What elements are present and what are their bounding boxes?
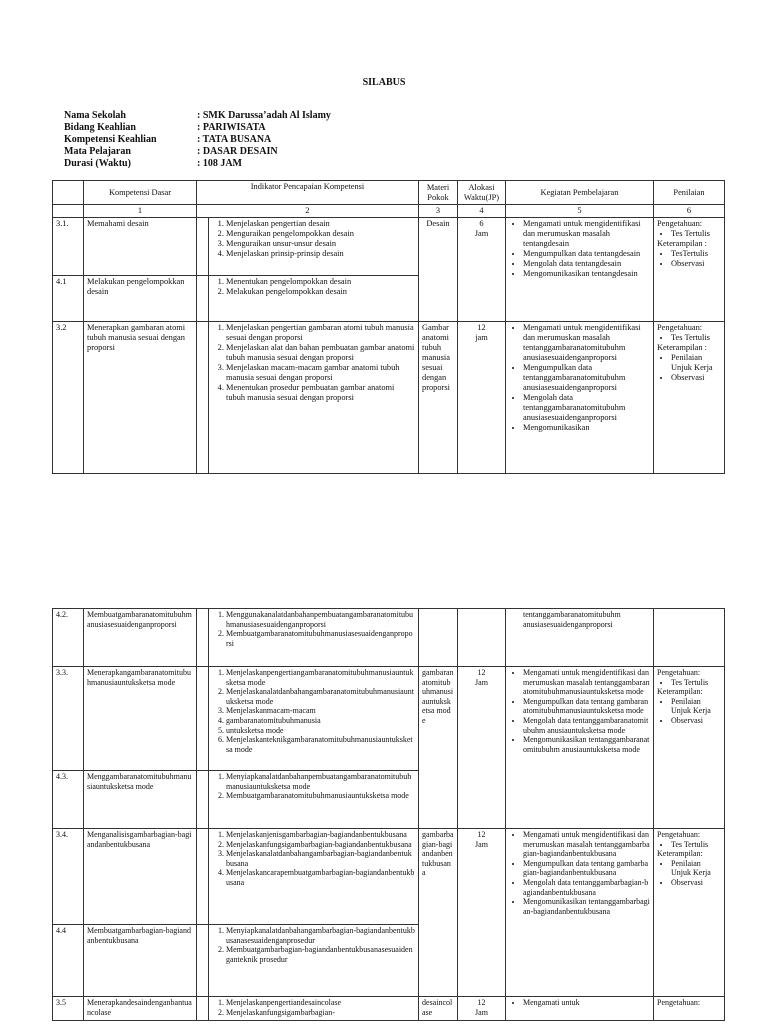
list-item: 3. Menguraikan unsur-unsur desain	[226, 239, 415, 249]
list-item: 1. Menjelaskanpengertiangambaranatomitubuhmanusiauntuksketsa mode	[226, 668, 415, 687]
list-item: • Mengumpulkan data tentang gambarbagian-bagiandanbentukbusana	[523, 859, 650, 878]
meta-label: Durasi (Waktu)	[64, 158, 131, 169]
kd-number: 4.3.	[53, 771, 84, 829]
kd-number: 3.1.	[53, 218, 84, 276]
materi-pokok: gambaranatomitubuhmanusiauntuksketsa mode	[419, 667, 458, 829]
spacer-cell	[197, 322, 209, 474]
list-item: • TesTertulis	[671, 249, 721, 259]
table-row	[53, 667, 725, 771]
kegiatan-list	[506, 667, 654, 829]
spacer-cell	[197, 218, 209, 276]
spacer-cell	[197, 771, 209, 829]
list-item: • Mengamati untuk mengidentifikasi dan merumuskan masalah tentanggambaranatomitubuhm anusiasesuaidenganproporsi	[523, 323, 650, 363]
kd-number: 4.1	[53, 276, 84, 322]
penilaian-label: Pengetahuan:	[657, 998, 701, 1007]
list-item: • Mengumpulkan data tentang gambaranatomitubuhmanusiauntuksketsa mode	[523, 697, 650, 716]
spacer-cell	[197, 997, 209, 1021]
indikator-list	[209, 322, 419, 474]
list-item: 4. Menentukan prosedur pembuatan gambar anatomi tubuh manusia sesuai dengan proporsi	[226, 383, 415, 403]
list-item: • Mengomunikasikan tentanggambaranatomitubuhm anusiauntuksketsa mode	[523, 735, 650, 754]
header-alokasi: Alokasi Waktu(JP)	[458, 181, 506, 205]
list-item: • Mengumpulkan data tentangdesain	[523, 249, 650, 259]
meta-row	[64, 158, 331, 170]
kd-text: Membuatgambaranatomitubuhmanusiasesuaidenganproporsi	[84, 609, 197, 667]
kegiatan-list	[506, 322, 654, 474]
alokasi-waktu: 12 Jam	[458, 829, 506, 997]
kd-number: 3.5	[53, 997, 84, 1021]
kd-text: Menerapkangambaranatomitubuhmanusiauntuksketsa mode	[84, 667, 197, 771]
alokasi-waktu: 12 Jam	[458, 997, 506, 1021]
col-number: 4	[458, 205, 506, 218]
list-item: 2. Menjelaskanfungsigambarbagian-	[226, 1008, 415, 1018]
list-item: 2. Membuatgambaranatomitubuhmanusiauntuksketsa mode	[226, 791, 415, 801]
indikator-list	[209, 997, 419, 1021]
list-item: 4. gambaranatomitubuhmanusia	[226, 716, 415, 726]
kegiatan-list	[506, 829, 654, 997]
meta-value: : 108 JAM	[197, 158, 242, 169]
table-row	[53, 609, 725, 667]
list-item: • Observasi	[671, 716, 721, 726]
table-row	[53, 218, 725, 276]
meta-value: : DASAR DESAIN	[197, 146, 278, 157]
list-item: • Penilaian Unjuk Kerja	[671, 859, 721, 878]
list-item: 4. Menjelaskancarapembuatgambarbagian-bagiandanbentukbusana	[226, 868, 415, 887]
indikator-list	[209, 609, 419, 667]
materi-pokok: Gambar anatomi tubuh manusia sesuai dengan proporsi	[419, 322, 458, 474]
meta-row	[64, 110, 331, 122]
kegiatan-list	[506, 997, 654, 1021]
list-item: • Tes Tertulis	[671, 840, 721, 850]
kd-number: 4.4	[53, 925, 84, 997]
list-item: • Mengomunikasikan tentanggambarbagian-bagiandanbentukbusana	[523, 897, 650, 916]
kd-number: 3.4.	[53, 829, 84, 925]
spacer-cell	[197, 829, 209, 925]
list-item: 4. Menjelaskan prinsip-prinsip desain	[226, 249, 415, 259]
list-item: 2. Melakukan pengelompokkan desain	[226, 287, 415, 297]
col-number: 2	[197, 205, 419, 218]
kd-number: 3.3.	[53, 667, 84, 771]
materi-pokok: gambarbagian-bagiandanbentukbusana	[419, 829, 458, 997]
table-row	[53, 829, 725, 925]
kd-text: Memahami desain	[84, 218, 197, 276]
meta-label: Bidang Keahlian	[64, 122, 136, 133]
kd-text: Menerapkan gambaran atomi tubuh manusia sesuai dengan proporsi	[84, 322, 197, 474]
meta-value: : TATA BUSANA	[197, 134, 272, 145]
list-item: 1. Menyiapkanalatdanbahangambarbagian-bagiandanbentukbusanasesuaidenganprosedur	[226, 926, 415, 945]
indikator-list	[209, 276, 419, 322]
kd-text: Menerapkandesaindenganbantuancolase	[84, 997, 197, 1021]
list-item: 1. Menentukan pengelompokkan desain	[226, 277, 415, 287]
alokasi-waktu: 12 jam	[458, 322, 506, 474]
indikator-list	[209, 829, 419, 925]
syllabus-table-2	[52, 608, 725, 1021]
indikator-list	[209, 667, 419, 771]
col-number: 1	[84, 205, 197, 218]
list-item: • Penilaian Unjuk Kerja	[671, 697, 721, 716]
list-item: 1. Menjelaskan pengertian gambaran atomi tubuh manusia sesuai dengan proporsi	[226, 323, 415, 343]
kd-number: 4.2.	[53, 609, 84, 667]
meta-value: : SMK Darussa’adah Al Islamy	[197, 110, 331, 121]
materi-pokok: Desain	[419, 218, 458, 322]
meta-label: Nama Sekolah	[64, 110, 126, 121]
list-item: 6. Menjelaskanteknikgambaranatomitubuhmanusiauntuksketsa mode	[226, 735, 415, 754]
list-item: • Mengamati untuk mengidentifikasi dan merumuskan masalah tentanggambaranatomitubuhmanusiauntuksketsa mode	[523, 668, 650, 697]
list-item: 2. Membuatgambaranatomitubuhmanusiasesuaidenganproporsi	[226, 629, 415, 648]
alokasi-waktu: 6 Jam	[458, 218, 506, 322]
list-item: 5. untuksketsa mode	[226, 726, 415, 736]
materi-pokok: desaincolase	[419, 997, 458, 1021]
list-item: 3. Menjelaskanmacam-macam	[226, 706, 415, 716]
list-item: 1. Menjelaskanpengertiandesaincolase	[226, 998, 415, 1008]
header-kompetensi-dasar: Kompetensi Dasar	[84, 181, 197, 205]
kd-number: 3.2	[53, 322, 84, 474]
indikator-list	[209, 925, 419, 997]
list-item: 1. Menjelaskanjenisgambarbagian-bagiandanbentukbusana	[226, 830, 415, 840]
list-item: 1. Menggunakanalatdanbahanpembuatangambaranatomitubuhmanusiasesuaidenganproporsi	[226, 610, 415, 629]
kegiatan-list	[506, 218, 654, 322]
list-item: • Mengomunikasikan	[523, 423, 650, 433]
spacer-cell	[197, 609, 209, 667]
number-row	[53, 205, 725, 218]
list-item: • Tes Tertulis	[671, 229, 721, 239]
list-item: • Tes Tertulis	[671, 678, 721, 688]
meta-row	[64, 122, 331, 134]
penilaian-cell	[654, 218, 725, 322]
col-number: 6	[654, 205, 725, 218]
col-number	[53, 205, 84, 218]
meta-label: Mata Pelajaran	[64, 146, 131, 157]
list-item: • Mengolah data tentanggambaranatomitubuhm anusiauntuksketsa mode	[523, 716, 650, 735]
list-item: • Mengolah data tentanggambarbagian-bagiandanbentukbusana	[523, 878, 650, 897]
list-item: 1. Menyiapkanalatdanbahanpembuatangambaranatomitubuhmanusiauntuksketsa mode	[226, 772, 415, 791]
list-item: 2. Menguraikan pengelompokkan desain	[226, 229, 415, 239]
list-item: • Mengomunikasikan tentangdesain	[523, 269, 650, 279]
list-item: 2. Membuatgambarbagian-bagiandanbentukbusanasesuaidenganteknik prosedur	[226, 945, 415, 964]
kd-text: Melakukan pengelompokkan desain	[84, 276, 197, 322]
header-penilaian: Penilaian	[654, 181, 725, 205]
col-number: 5	[506, 205, 654, 218]
kegiatan-continued: tentanggambaranatomitubuhm anusiasesuaidenganproporsi	[506, 609, 654, 667]
list-item: • Observasi	[671, 878, 721, 888]
penilaian-cell	[654, 997, 725, 1021]
list-item: • Mengumpulkan data tentanggambaranatomitubuhm anusiasesuaidenganproporsi	[523, 363, 650, 393]
meta-label: Kompetensi Keahlian	[64, 134, 157, 145]
indikator-list	[209, 771, 419, 829]
penilaian-label: Pengetahuan:	[657, 830, 701, 839]
header-row	[53, 181, 725, 205]
spacer-cell	[197, 925, 209, 997]
materi-pokok	[419, 609, 458, 667]
list-item: • Mengamati untuk mengidentifikasi dan merumuskan masalah tentanggambarbagian-bagiandanbentukbusana	[523, 830, 650, 859]
list-item: 3. Menjelaskan macam-macam gambar anatomi tubuh manusia sesuai dengan proporsi	[226, 363, 415, 383]
list-item: • Tes Tertulis	[671, 333, 721, 343]
meta-row	[64, 134, 331, 146]
school-info	[64, 110, 331, 170]
kd-text: Membuatgambarbagian-bagiandanbentukbusana	[84, 925, 197, 997]
page-title: SILABUS	[362, 77, 406, 88]
header-kegiatan: Kegiatan Pembelajaran	[506, 181, 654, 205]
penilaian-label: Keterampilan:	[657, 687, 703, 697]
spacer-cell	[197, 667, 209, 771]
alokasi-waktu: 12 Jam	[458, 667, 506, 829]
penilaian-label: Pengetahuan:	[657, 219, 703, 228]
kd-text: Menggambaranatomitubuhmanusiauntuksketsa mode	[84, 771, 197, 829]
list-item: • Mengolah data tentangdesain	[523, 259, 650, 269]
kd-text: Menganalisisgambarbagian-bagiandanbentukbusana	[84, 829, 197, 925]
list-item: • Penilaian Unjuk Kerja	[671, 353, 721, 373]
list-item: • Observasi	[671, 373, 721, 383]
list-item: 2. Menjelaskanalatdanbahangambaranatomitubuhmanusiauntuksketsa mode	[226, 687, 415, 706]
penilaian-label: Keterampilan :	[657, 239, 707, 248]
meta-value: : PARIWISATA	[197, 122, 266, 133]
penilaian-label: Keterampilan:	[657, 849, 703, 859]
penilaian-label: Keterampilan :	[657, 343, 707, 352]
list-item: 2. Menjelaskan alat dan bahan pembuatan gambar anatomi tubuh manusia sesuai dengan proporsi	[226, 343, 415, 363]
header-indikator: Indikator Pencapaian Kompetensi	[197, 181, 419, 205]
list-item: • Mengamati untuk mengidentifikasi dan merumuskan masalah tentangdesain	[523, 219, 650, 249]
penilaian-label: Pengetahuan:	[657, 668, 701, 677]
list-item: • Mengolah data tentanggambaranatomitubuhm anusiasesuaidenganproporsi	[523, 393, 650, 423]
syllabus-table-1	[52, 180, 725, 474]
header-materi: Materi Pokok	[419, 181, 458, 205]
list-item: • Mengamati untuk	[523, 998, 650, 1008]
table-row	[53, 322, 725, 474]
penilaian-cell	[654, 829, 725, 997]
meta-row	[64, 146, 331, 158]
list-item: 3. Menjelaskanalatdanbahangambarbagian-bagiandanbentukbusana	[226, 849, 415, 868]
spacer-cell	[197, 276, 209, 322]
table-row	[53, 997, 725, 1021]
penilaian-cell	[654, 322, 725, 474]
penilaian-cell	[654, 609, 725, 667]
list-item: 1. Menjelaskan pengertian desain	[226, 219, 415, 229]
col-number: 3	[419, 205, 458, 218]
list-item: • Observasi	[671, 259, 721, 269]
indikator-list	[209, 218, 419, 276]
penilaian-label: Pengetahuan:	[657, 323, 703, 332]
header-no	[53, 181, 84, 205]
list-item: 2. Menjelaskanfungsigambarbagian-bagiandanbentukbusana	[226, 840, 415, 850]
penilaian-cell	[654, 667, 725, 829]
alokasi-waktu	[458, 609, 506, 667]
